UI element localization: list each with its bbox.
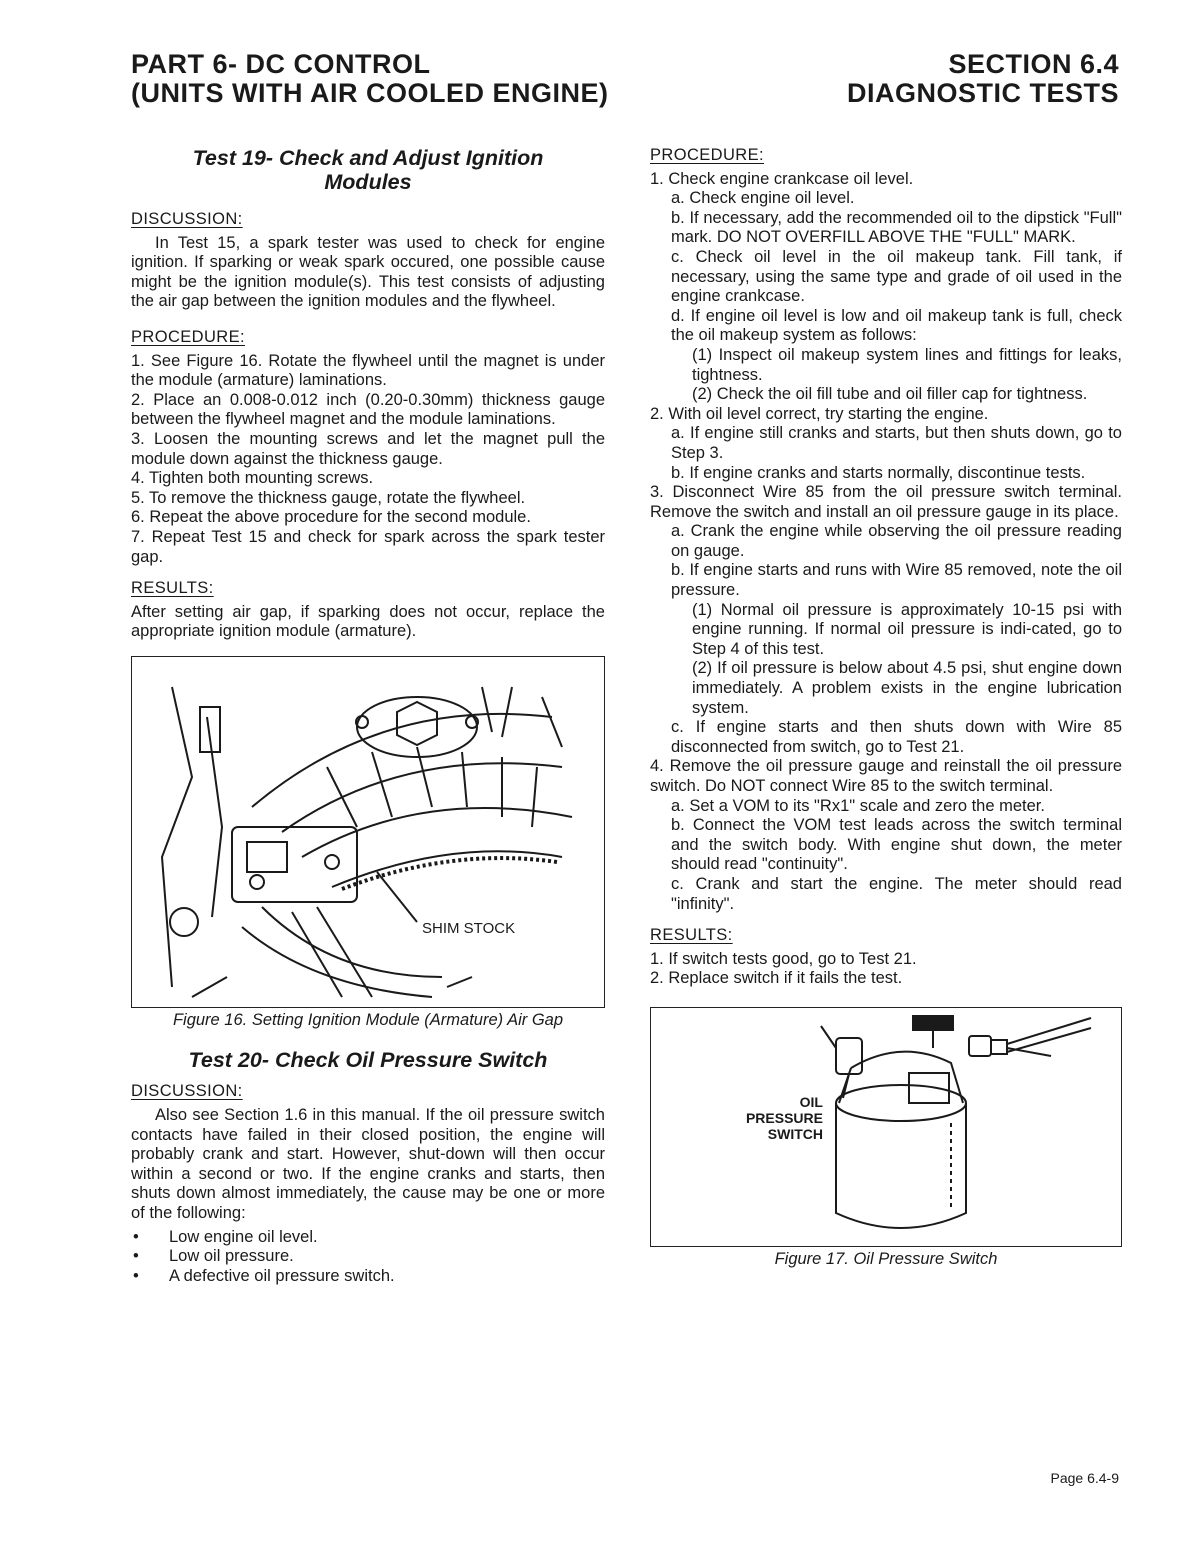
test19-step: 2. Place an 0.008-0.012 inch (0.20-0.30mm) thickness gauge between the flywheel magnet and the module laminations. — [131, 390, 605, 429]
test19-step: 4. Tighten both mounting screws. — [131, 469, 374, 488]
test19-step: 1. See Figure 16. Rotate the flywheel until the magnet is under the module (armature) laminations. — [131, 351, 605, 390]
procedure-line: b. If engine starts and runs with Wire 85 removed, note the oil pressure. — [671, 561, 1122, 600]
test19-title-line2: Modules — [324, 170, 412, 194]
procedure-line: 1. Check engine crankcase oil level. — [650, 169, 914, 188]
left-column — [131, 146, 605, 1286]
procedure-line: b. If necessary, add the recommended oil to the dipstick "Full" mark. DO NOT OVERFILL ABOVE THE "FULL" MARK. — [671, 208, 1122, 247]
test19-discussion-heading: DISCUSSION: — [131, 210, 243, 228]
test19-results-text: After setting air gap, if sparking does not occur, replace the appropriate ignition module (armature). — [131, 602, 605, 641]
test20-procedure-heading: PROCEDURE: — [650, 146, 765, 164]
test19-title-line1: Test 19- Check and Adjust Ignition — [192, 146, 544, 170]
figure-17-caption: Figure 17. Oil Pressure Switch — [774, 1249, 998, 1268]
test19-title — [131, 146, 605, 194]
figure-17-oil-pressure-switch — [650, 1007, 1122, 1247]
test20-result: 1. If switch tests good, go to Test 21. — [650, 949, 917, 968]
ignition-module-drawing — [132, 657, 603, 1006]
list-item: • Low engine oil level. — [131, 1228, 605, 1248]
section-heading-line1: SECTION 6.4 — [948, 49, 1119, 79]
procedure-line: (2) If oil pressure is below about 4.5 psi, shut engine down immediately. A problem exists in the engine lubrication system. — [692, 659, 1122, 717]
label-line: OIL — [799, 1093, 823, 1110]
test20-cause-list — [131, 1228, 605, 1287]
label-line: SWITCH — [767, 1125, 823, 1142]
procedure-line: d. If engine oil level is low and oil makeup tank is full, check the oil makeup system as follows: — [671, 306, 1122, 345]
procedure-line: (1) Inspect oil makeup system lines and fittings for leaks, tightness. — [692, 345, 1122, 384]
test19-results-heading: RESULTS: — [131, 579, 214, 598]
test19-steps — [131, 352, 605, 568]
list-item: • Low oil pressure. — [131, 1247, 605, 1267]
procedure-line: a. Crank the engine while observing the oil pressure reading on gauge. — [671, 522, 1122, 560]
test20-results-heading: RESULTS: — [650, 926, 733, 945]
right-column — [650, 146, 1122, 1270]
label-line: PRESSURE — [745, 1109, 823, 1126]
section-heading — [847, 50, 1119, 108]
part-heading-line1: PART 6- DC CONTROL — [131, 49, 431, 79]
procedure-line: c. Crank and start the engine. The meter should read "infinity". — [671, 874, 1122, 913]
page-number: Page 6.4-9 — [1050, 1470, 1119, 1486]
test19-step: 7. Repeat Test 15 and check for spark across the spark tester gap. — [131, 527, 605, 566]
procedure-line: (1) Normal oil pressure is approximately 10-15 psi with engine running. If normal oil pressure is indi-cated, go to Step 4 of this test. — [692, 600, 1122, 658]
test20-result: 2. Replace switch if it fails the test. — [650, 969, 903, 988]
procedure-line: c. If engine starts and then shuts down with Wire 85 disconnected from switch, go to Test 21. — [671, 718, 1122, 756]
oil-pressure-switch-label — [711, 1094, 823, 1142]
procedure-line: 4. Remove the oil pressure gauge and reinstall the oil pressure switch. Do NOT connect Wire 85 to the switch terminal. — [650, 757, 1122, 795]
procedure-line: 2. With oil level correct, try starting the engine. — [650, 404, 989, 423]
procedure-line: 3. Disconnect Wire 85 from the oil pressure switch terminal. Remove the switch and install an oil pressure gauge in its place. — [650, 483, 1122, 521]
part-heading-line2: (UNITS WITH AIR COOLED ENGINE) — [131, 78, 609, 108]
procedure-line: a. Set a VOM to its "Rx1" scale and zero the meter. — [671, 796, 1045, 815]
section-heading-line2: DIAGNOSTIC TESTS — [846, 78, 1119, 108]
procedure-line: a. If engine still cranks and starts, but then shuts down, go to Step 3. — [671, 424, 1122, 462]
test19-discussion-text: In Test 15, a spark tester was used to check for engine ignition. If sparking or weak spark occured, one possible cause might be the ignition module(s). This test consists of adjusting the air gap between the ignition modules and the flywheel. — [131, 233, 605, 311]
list-item: • A defective oil pressure switch. — [131, 1267, 605, 1287]
test19-step: 3. Loosen the mounting screws and let the magnet pull the module down against the thickness gauge. — [131, 429, 605, 468]
procedure-line: b. If engine cranks and starts normally, discontinue tests. — [671, 463, 1086, 482]
part-heading — [131, 50, 608, 108]
test20-title: Test 20- Check Oil Pressure Switch — [188, 1048, 548, 1073]
procedure-line: (2) Check the oil fill tube and oil filler cap for tightness. — [692, 385, 1088, 404]
procedure-line: c. Check oil level in the oil makeup tank. Fill tank, if necessary, using the same type and grade of oil used in the engine crankcase. — [671, 247, 1122, 306]
test19-procedure-heading: PROCEDURE: — [131, 327, 246, 346]
procedure-line: a. Check engine oil level. — [671, 189, 855, 208]
test19-step: 5. To remove the thickness gauge, rotate the flywheel. — [131, 488, 526, 507]
figure-16-caption: Figure 16. Setting Ignition Module (Armature) Air Gap — [172, 1010, 564, 1029]
test19-step: 6. Repeat the above procedure for the second module. — [131, 508, 531, 527]
shim-stock-label: SHIM STOCK — [422, 919, 516, 937]
test20-discussion-text: Also see Section 1.6 in this manual. If the oil pressure switch contacts have failed in their closed position, the engine will probably crank and start. However, shut-down will then occur within a second or two. If the engine cranks and starts, then shuts down almost immediately, the cause may be one or more of the following: — [131, 1106, 605, 1223]
test20-discussion-heading: DISCUSSION: — [131, 1082, 243, 1101]
figure-16-ignition-module — [131, 656, 605, 1008]
procedure-line: b. Connect the VOM test leads across the switch terminal and the switch body. With engine shut down, the meter should read "continuity". — [671, 816, 1122, 874]
test20-procedure — [650, 170, 1122, 915]
